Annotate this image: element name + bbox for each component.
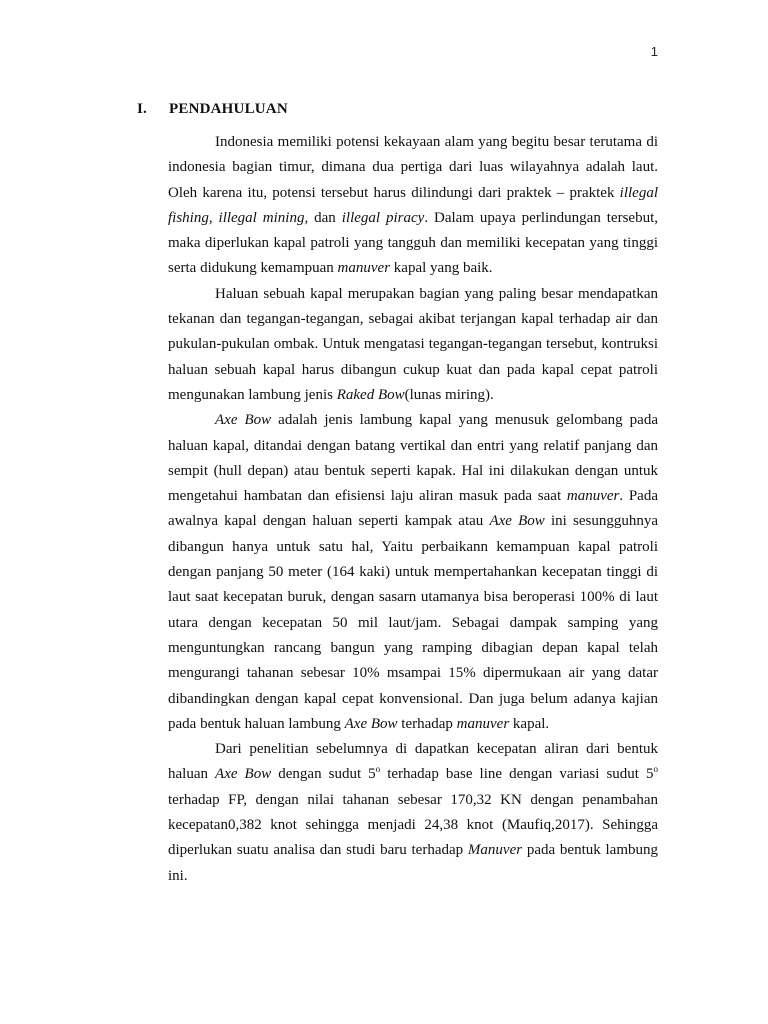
text-run: . Pada awalnya kapal dengan haluan seperti kampak atau [168, 488, 658, 530]
italic-text: illegal fishing, illegal mining, [168, 184, 658, 226]
text-run: Haluan sebuah kapal merupakan bagian yang paling besar mendapatkan tekanan dan tegangan-tegangan, sebagai akibat terjangan kapal terhadap air dan pukulan-pukulan ombak. Untuk mengatasi tegangan-tegangan tersebut, kontruksi haluan sebuah kapal harus dibangun cukup kuat dan pada kapal cepat patroli mengunakan lambung jenis [168, 285, 658, 403]
section-heading [137, 101, 288, 118]
italic-text: Axe Bow [215, 412, 272, 429]
text-run: (lunas miring). [404, 386, 494, 403]
italic-text: manuver [456, 715, 510, 732]
superscript-text: o [653, 764, 658, 775]
italic-text: Axe Bow [344, 715, 398, 732]
italic-text: Axe Bow [215, 766, 272, 783]
body-text [168, 130, 658, 889]
text-run: kapal. [509, 715, 550, 732]
italic-text: illegal piracy [341, 209, 425, 226]
paragraph [168, 282, 658, 408]
text-run: adalah jenis lambung kapal yang menusuk gelombang pada haluan kapal, ditandai dengan batang vertikal dan entri yang relatif panjang dan sempit (hull depan) atau bentuk seperti kapak. Hal ini dilakukan dengan untuk mengetahui hambatan dan efisiensi laju aliran masuk pada saat [168, 412, 659, 505]
paragraph [168, 130, 658, 282]
text-run: kapal yang baik. [390, 260, 493, 277]
text-run: terhadap FP, dengan nilai tahanan sebesar 170,32 KN dengan penambahan kecepatan0,382 knot sehingga menjadi 24,38 knot (Maufiq,2017). Sehingga diperlukan suatu analisa dan studi baru terhadap [168, 791, 658, 859]
text-run: pada bentuk lambung ini. [168, 842, 658, 884]
italic-text: manuver [337, 260, 391, 277]
italic-text: Manuver [467, 842, 523, 859]
page-number: 1 [650, 44, 658, 59]
text-run: terhadap base line dengan variasi sudut 5 [380, 766, 654, 783]
section-title: PENDAHULUAN [169, 101, 288, 117]
italic-text: manuver [566, 488, 620, 505]
text-run: dan [308, 209, 342, 226]
text-run: terhadap [397, 715, 457, 732]
paragraph [168, 408, 658, 737]
text-run: Indonesia memiliki potensi kekayaan alam yang begitu besar terutama di indonesia bagian timur, dimana dua pertiga dari luas wilayahnya adalah laut. Oleh karena itu, potensi tersebut harus dilindungi dari praktek – praktek [168, 134, 658, 201]
paragraph [168, 737, 658, 889]
italic-text: Axe Bow [489, 513, 545, 530]
text-run: . Dalam upaya perlindungan tersebut, maka diperlukan kapal patroli yang tangguh dan memiliki kecepatan yang tinggi serta didukung kemampuan [168, 209, 658, 277]
text-run: dengan sudut 5 [271, 766, 376, 783]
text-run: Dari penelitian sebelumnya di dapatkan kecepatan aliran dari bentuk haluan [168, 741, 658, 783]
section-numeral: I. [137, 101, 147, 117]
italic-text: Raked Bow [336, 386, 405, 403]
text-run: ini sesungguhnya dibangun hanya untuk satu hal, Yaitu perbaikann kemampuan kapal patroli dengan panjang 50 meter (164 kaki) untuk mempertahankan kecepatan tinggi di laut saat kecepatan buruk, dengan sasarn utamanya bisa beroperasi 100% di laut utara dengan kecepatan 50 mil laut/jam. Sebagai dampak samping yang menguntungkan rancang bangun yang ramping dibagian depan kapal telah mengurangi tahanan sebesar 10% msampai 15% dipermukaan air yang datar dibandingkan dengan kapal cepat konvensional. Dan juga belum adanya kajian pada bentuk haluan lambung [168, 513, 659, 732]
superscript-text: o [375, 764, 381, 775]
